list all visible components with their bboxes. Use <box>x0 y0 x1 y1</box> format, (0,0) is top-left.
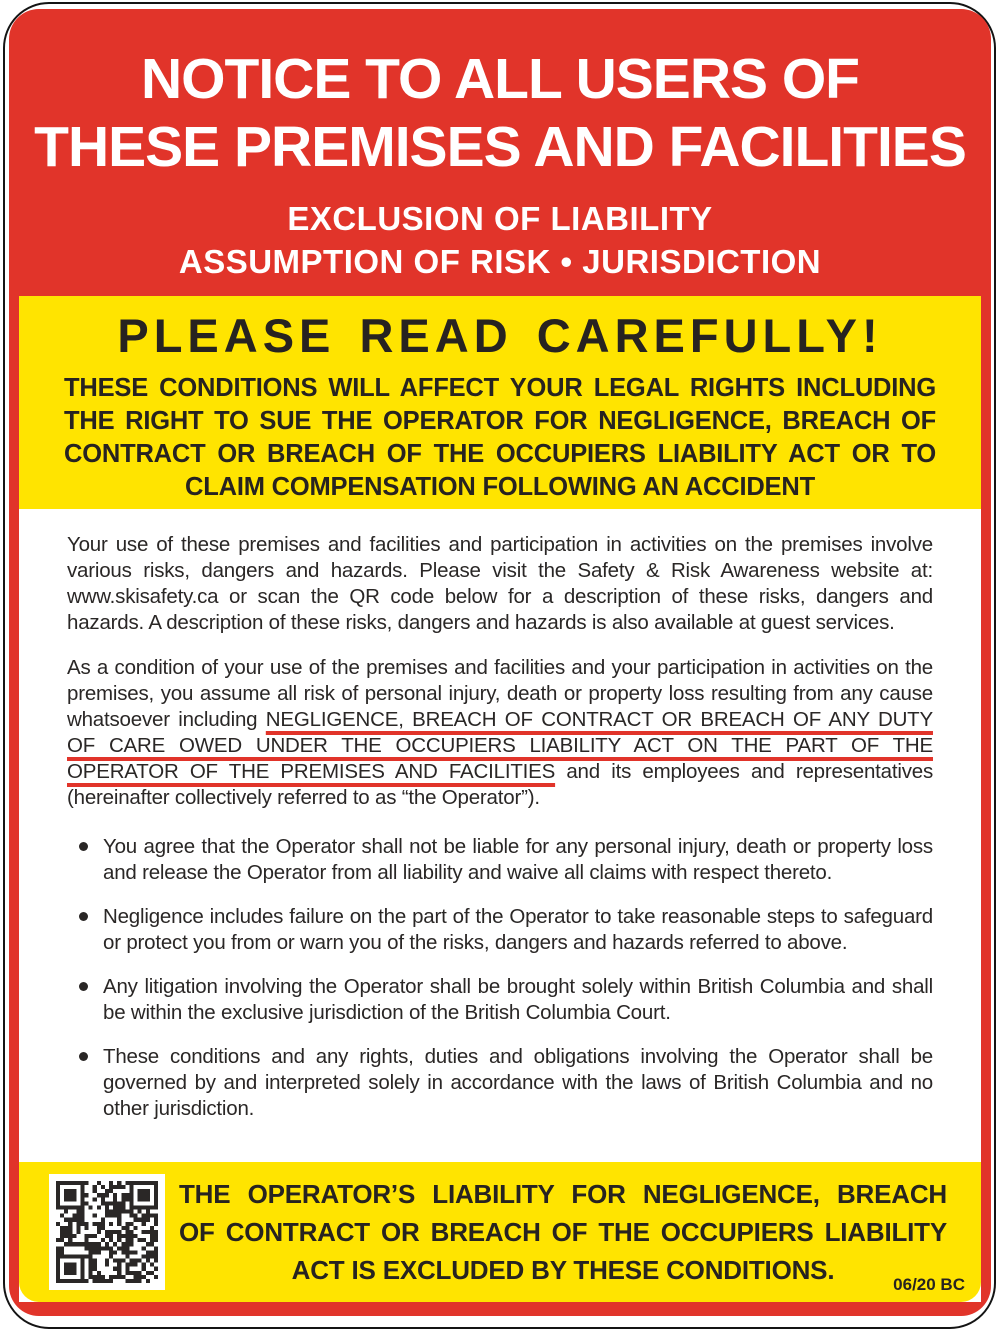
body-content <box>19 509 981 1302</box>
footer-line: ACT IS EXCLUDED BY THESE CONDITIONS. <box>291 1255 835 1285</box>
warning-band <box>19 296 981 509</box>
bullet-icon <box>79 1052 88 1061</box>
list-item-text: Negligence includes failure on the part of the Operator to take reasonable steps to safeguard or protect you from or warn you of the risks, dangers and hazards referred to above. <box>103 905 933 954</box>
list-item <box>79 834 933 886</box>
title-line-1: NOTICE TO ALL USERS OF <box>141 47 859 111</box>
revision-code: 06/20 BC <box>893 1275 965 1294</box>
warning-paragraph <box>64 372 936 504</box>
paragraph-risks: Your use of these premises and facilities and participation in activities on the premises involve various risks, dangers and hazards. Please visit the Safety & Risk Awareness website at: www.skisafety.ca or scan the QR code below for a description of these risks, dangers and hazards. A description of these risks, dangers and hazards is also available at guest services. <box>67 533 933 634</box>
qr-code <box>49 1174 165 1290</box>
list-item-text: These conditions and any rights, duties and obligations involving the Operator shall be governed by and interpreted solely in accordance with the laws of British Columbia and no other jurisdiction. <box>103 1045 933 1120</box>
warning-line: THE RIGHT TO SUE THE OPERATOR FOR NEGLIGENCE, BREACH OF <box>64 407 936 435</box>
bullet-icon <box>79 982 88 991</box>
footer-band <box>19 1162 981 1302</box>
qr-code-pattern <box>56 1181 158 1283</box>
assumption-text-underlined: NEGLIGENCE, BREACH OF CONTRACT OR BREACH OF ANY DUTY OF CARE OWED UNDER THE OCCUPIERS LIABILITY ACT ON THE PART OF THE OPERATOR OF THE PREMISES AND FACILITIES <box>67 708 933 783</box>
warning-line: CONTRACT OR BREACH OF THE OCCUPIERS LIABILITY ACT OR TO <box>64 440 936 468</box>
subtitle-line-exclusion: EXCLUSION OF LIABILITY <box>287 200 713 237</box>
title-line-2: THESE PREMISES AND FACILITIES <box>34 115 966 179</box>
warning-line: THESE CONDITIONS WILL AFFECT YOUR LEGAL RIGHTS INCLUDING <box>64 374 936 402</box>
footer-line: THE OPERATOR’S LIABILITY FOR NEGLIGENCE, BREACH <box>179 1179 947 1209</box>
list-item-text: You agree that the Operator shall not be liable for any personal injury, death or property loss and release the Operator from all liability and waive all claims with respect thereto. <box>103 835 933 884</box>
subtitle <box>19 197 981 283</box>
assumption-text-after: and its employees and representatives (hereinafter collectively referred to as “the Operator”). <box>67 760 934 809</box>
list-item-text: Any litigation involving the Operator shall be brought solely within British Columbia and shall be within the exclusive jurisdiction of the British Columbia Court. <box>103 975 933 1024</box>
subtitle-line-assumption: ASSUMPTION OF RISK • JURISDICTION <box>178 243 822 280</box>
page-title <box>19 45 981 181</box>
warning-heading: PLEASE READ CAREFULLY! <box>117 309 883 362</box>
warning-line: CLAIM COMPENSATION FOLLOWING AN ACCIDENT <box>185 473 815 501</box>
sign-header <box>19 9 981 296</box>
assumption-text-before: As a condition of your use of the premises and facilities and your participation in activities on the premises, you assume all risk of personal injury, death or property loss resulting from any cause whatsoever including <box>67 656 933 731</box>
sign-panel <box>9 9 991 1316</box>
footer-statement <box>165 1175 947 1289</box>
list-item <box>79 974 933 1026</box>
list-item <box>79 1044 933 1122</box>
list-item <box>79 904 933 956</box>
bullet-icon <box>79 842 88 851</box>
paragraph-assumption <box>67 655 933 811</box>
footer-line: OF CONTRACT OR BREACH OF THE OCCUPIERS LIABILITY <box>179 1217 947 1247</box>
conditions-list <box>67 834 933 1140</box>
bullet-icon <box>79 912 88 921</box>
